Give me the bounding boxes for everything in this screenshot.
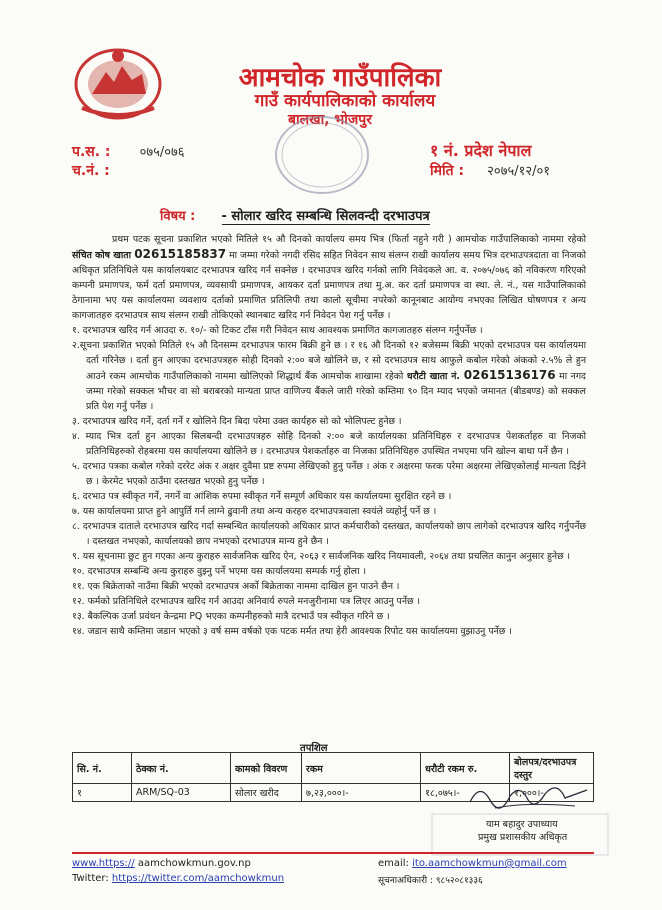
- table-cell: १,०००।-: [510, 784, 594, 802]
- cn-label: च.नं. :: [72, 163, 110, 179]
- item2-account-label: धरौटी खाता नं.: [406, 371, 464, 382]
- table-cell: १: [73, 784, 132, 802]
- email-link[interactable]: ito.aamchowkmun@gmail.com: [412, 858, 567, 869]
- intro-paragraph: [72, 232, 586, 323]
- list-item: १२. फर्मको प्रतिनिधिले दरभाउपत्र खरिद गर्न आउदा अनिवार्य रुपले मनजुरीनामा पत्र लिएर आउनु पर्नेछ ।: [72, 596, 420, 607]
- office-address: बालखा, भोजपुर: [288, 112, 372, 128]
- list-item: ३. दरभाउपत्र खरिद गर्ने, दर्ता गर्ने र खोलिने दिन बिदा परेमा उक्त कार्यहरु सो को भोलिपल्ट हुनेछ ।: [72, 416, 402, 427]
- table-header-cell: ठेक्का नं.: [132, 753, 231, 784]
- subject-label: विषय :: [160, 209, 196, 224]
- list-item: ११. एक बिक्रेताको नाउँमा बिक्री भएको दरभाउपत्र अर्को बिक्रेताका नाममा दाखिल हुन पाउने छैन ।: [72, 581, 400, 592]
- office-seal-stamp: [272, 112, 372, 198]
- list-item: ४. म्याद भित्र दर्ता हुन आएका सिलबन्दी दरभाउपत्रहरु सोहि दिनको २:०० बजे कार्यालयका प्रतिनिधिहरु र दरभाउपत्र पेशकर्ताहरु वा निजको प्रतिनिधिहरुको रोहबरमा यस कार्यालयमा खोलिने छ । दरभाउपत्र पेशकर्ताहरु वा निजका प्रतिनिधिहरु उपस्थित नभएमा पनि खोल्न बाधा पर्ने छैन ।: [72, 431, 586, 457]
- list-item: [72, 338, 586, 414]
- org-title: आमचोक गाउँपालिका: [238, 63, 442, 93]
- table-header-cell: बोलपत्र/दरभाउपत्र दस्तुर: [510, 753, 594, 784]
- list-item: ८. दरभाउपत्र दाताले दरभाउपत्र खरिद गर्दा सम्बन्धित कार्यालयको अधिकार प्राप्त कर्मचारीको दस्तखत, कार्यालयको छाप लागेको दरभाउपत्र खरिद गर्नुपर्नेछ । दस्तखत नभएको, कार्यालयको छाप नभएको दरभाउपत्र मान्य हुने छैन ।: [72, 521, 586, 547]
- table-header-cell: धरौटी रकम रु.: [421, 753, 510, 784]
- item2-text-a: २.सूचना प्रकाशित भएको मितिले १५ औ दिनसम्म दरभाउपत्र फारम बिक्री हुने छ । र १६ औ दिनको १२ बजेसम्म बिक्री भएको दरभाउपत्र यस कार्यालयमा दर्ता गरिनेछ । दर्ता हुन आएका दरभाउपत्रहरु सोही दिनको २:०० बजे खोलिने छ, र सो दरभाउपत्र साथ आफुले कबोल गरेको अंकको २.५% ले हुन आउने रकम आमचोक गाउँपालिकाको नाममा खोलिएको शिद्धार्थ बैंक आमचोक शाखामा रहेको: [72, 340, 586, 382]
- twitter-line: [72, 873, 284, 884]
- notice-body: [72, 232, 586, 639]
- intro-account-number: 02615185837: [134, 247, 227, 261]
- subject-text: - सोलार खरिद सम्बन्धि सिलवन्दी दरभाउपत्र: [221, 209, 430, 224]
- date-label: मिति :: [430, 163, 465, 179]
- table-cell: १८,०७५।-: [421, 784, 510, 802]
- website-value: aamchowkmun.gov.np: [134, 858, 251, 869]
- email-label: email:: [378, 858, 413, 869]
- list-item: १४. जडान साथै कम्तिमा जडान भएको ३ वर्ष सम्म वर्षको एक पटक मर्मत तथा हेरी आवश्यक रिपोट यस कार्यालयमा वुझाउनु पर्नेछ ।: [72, 626, 512, 637]
- list-item: ९. यस सूचनामा छुट हुन गएका अन्य कुराहरु सार्वजनिक खरिद ऐन, २०६३ र सार्वजनिक खरिद नियमावली, २०६४ तथा प्रचलित कानुन अनुसार हुनेछ ।: [72, 551, 571, 562]
- table-header-cell: सि. नं.: [73, 753, 132, 784]
- table-cell: सोलार खरीद: [231, 784, 302, 802]
- item2-account-number: 02615136176: [463, 368, 556, 382]
- intro-account-label: संचित कोष खाता: [72, 250, 135, 261]
- ps-label: प.स. :: [72, 144, 111, 160]
- table-cell: ARM/SQ-03: [132, 784, 231, 802]
- ps-value: ०७५/०७६: [139, 145, 185, 160]
- item2-text-b: मा नगद जम्मा गरेको सक्कल भौचर वा सो बराबरको मान्यता प्राप्त वाणिज्य बैंकले जारी गरेको कम्तिमा ९० दिन म्याद भएको जमानत (बीडबण्ड) को सक्कल प्रति पेश गर्नु पर्नेछ ।: [86, 371, 586, 412]
- table-cell: ७,२३,०००।-: [302, 784, 421, 802]
- intro-text-a: प्रथम पटक सूचना प्रकाशित भएको मितिले १५ औ दिनको कार्यालय समय भित्र (फिर्ता नहुने गरी ) आमचोक गाउँपालिकाको नाममा रहेको: [112, 234, 586, 245]
- list-item: १०. दरभाउपत्र सम्बन्धि अन्य कुराहरु वुझ्नु पर्ने भएमा यस कार्यालयमा सम्पर्क गर्नु होला ।: [72, 566, 366, 577]
- list-item: १३. बैकल्पिक उर्जा प्रवंधन केन्द्रमा PQ भएका कम्पनीहरुको मात्रै दरभाउँ पत्र स्वीकृत गरिने छ ।: [72, 611, 390, 622]
- intro-text-b: मा जम्मा गरेको नगदी रसिद सहित निवेदन साथ संलग्न राखी कार्यालय समय भित्र दरभाउपत्रदाता वा निजको अधिकृत प्रतिनिधिले यस कार्यालयबाट दरभाउपत्र खरिद गर्न सक्नेछ । दरभाउपत्र खरिद गर्नको लागि निवेदकले आ. व. २०७५/०७६ को नविकरण गरिएको कम्पनी प्रमाणपत्र, फर्म दर्ता प्रमाणपत्र, व्यवसायी प्रमाणपत्र, आयकर दर्ता प्रमाणपत्र तथा मु.अ. कर दर्ता प्रमाणपत्र वा स्था. ले. नं., यस गाउँपालिकाको ठेगानामा भए यस कार्यालयमा व्यवशाय दर्ताको प्रमाणित प्रतिलिपी तथा कालो सूचीमा नपरेको कानूनबाट आयोग्य नभएका लिखित घोषणपत्र र अन्य कागजातहरु दरभाउपत्र साथ संलग्न राखी तोकिएको स्थानबाट खरिद गर्न निवेदन पेश गर्नु पर्नेछ ।: [72, 250, 586, 321]
- twitter-label: Twitter:: [72, 873, 112, 884]
- list-item: १. दरभाउपत्र खरिद गर्न आउदा रु. १०/- को टिकट टाँस गरी निवेदन साथ आवश्यक प्रमाणित कागजातहरु संलग्न गर्नुपर्नेछ ।: [72, 325, 483, 336]
- list-item: ५. दरभाउ पत्रका कबोल गरेको दररेट अंक र अक्षर दुवैमा प्रष्ट रुपमा लेखिएको हुनु पर्नेछ । अंक र अक्षरमा फरक परेमा अक्षरमा लेखिएकोलाई मान्यता दिईने छ । केरमेट भएको ठाउँमा दस्तखत भएको हुनु पर्नेछ ।: [72, 461, 586, 487]
- table-header-cell: कामको विवरण: [231, 753, 302, 784]
- ps-row: [72, 141, 185, 161]
- twitter-link[interactable]: https://twitter.com/aamchowkmun: [111, 873, 285, 884]
- table-caption: तपशिल: [300, 743, 328, 754]
- cn-row: [72, 160, 110, 180]
- province-label: १ नं. प्रदेश नेपाल: [430, 141, 532, 160]
- email-line: [378, 858, 567, 869]
- list-item: ६. दरभाउ पत्र स्वीकृत गर्ने, नगर्ने वा आंशिक रुपमा स्वीकृत गर्ने सम्पूर्ण अधिकार यस कार्यालयमा सुरक्षित रहने छ ।: [72, 491, 452, 502]
- info-officer-line: सूचनाअधिकारी : ९८५२०८१३३६: [378, 876, 483, 886]
- date-value: २०७५/१२/०१: [487, 164, 551, 179]
- signatory-name: याम बहादुर उपाध्याय: [486, 819, 558, 830]
- subject-line: [160, 206, 580, 224]
- website-line: [72, 858, 251, 869]
- date-row: [430, 160, 550, 180]
- nepal-emblem-icon: [72, 42, 164, 122]
- website-prefix-link[interactable]: www.https://: [72, 858, 135, 869]
- office-title: गाउँ कार्यपालिकाको कार्यालय: [254, 91, 436, 111]
- signatory-title: प्रमुख प्रशासकीय अधिकृत: [478, 832, 568, 843]
- footer-divider: [72, 852, 594, 854]
- table-header-cell: रकम: [302, 753, 421, 784]
- list-item: ७. यस कार्यालयमा प्राप्त हुने आपुर्ति गर्न लाग्ने ढुवानी तथा अन्य करहरु दरभाउपत्रवाला स्वयंले व्यहोर्नु पर्ने छ ।: [72, 506, 437, 517]
